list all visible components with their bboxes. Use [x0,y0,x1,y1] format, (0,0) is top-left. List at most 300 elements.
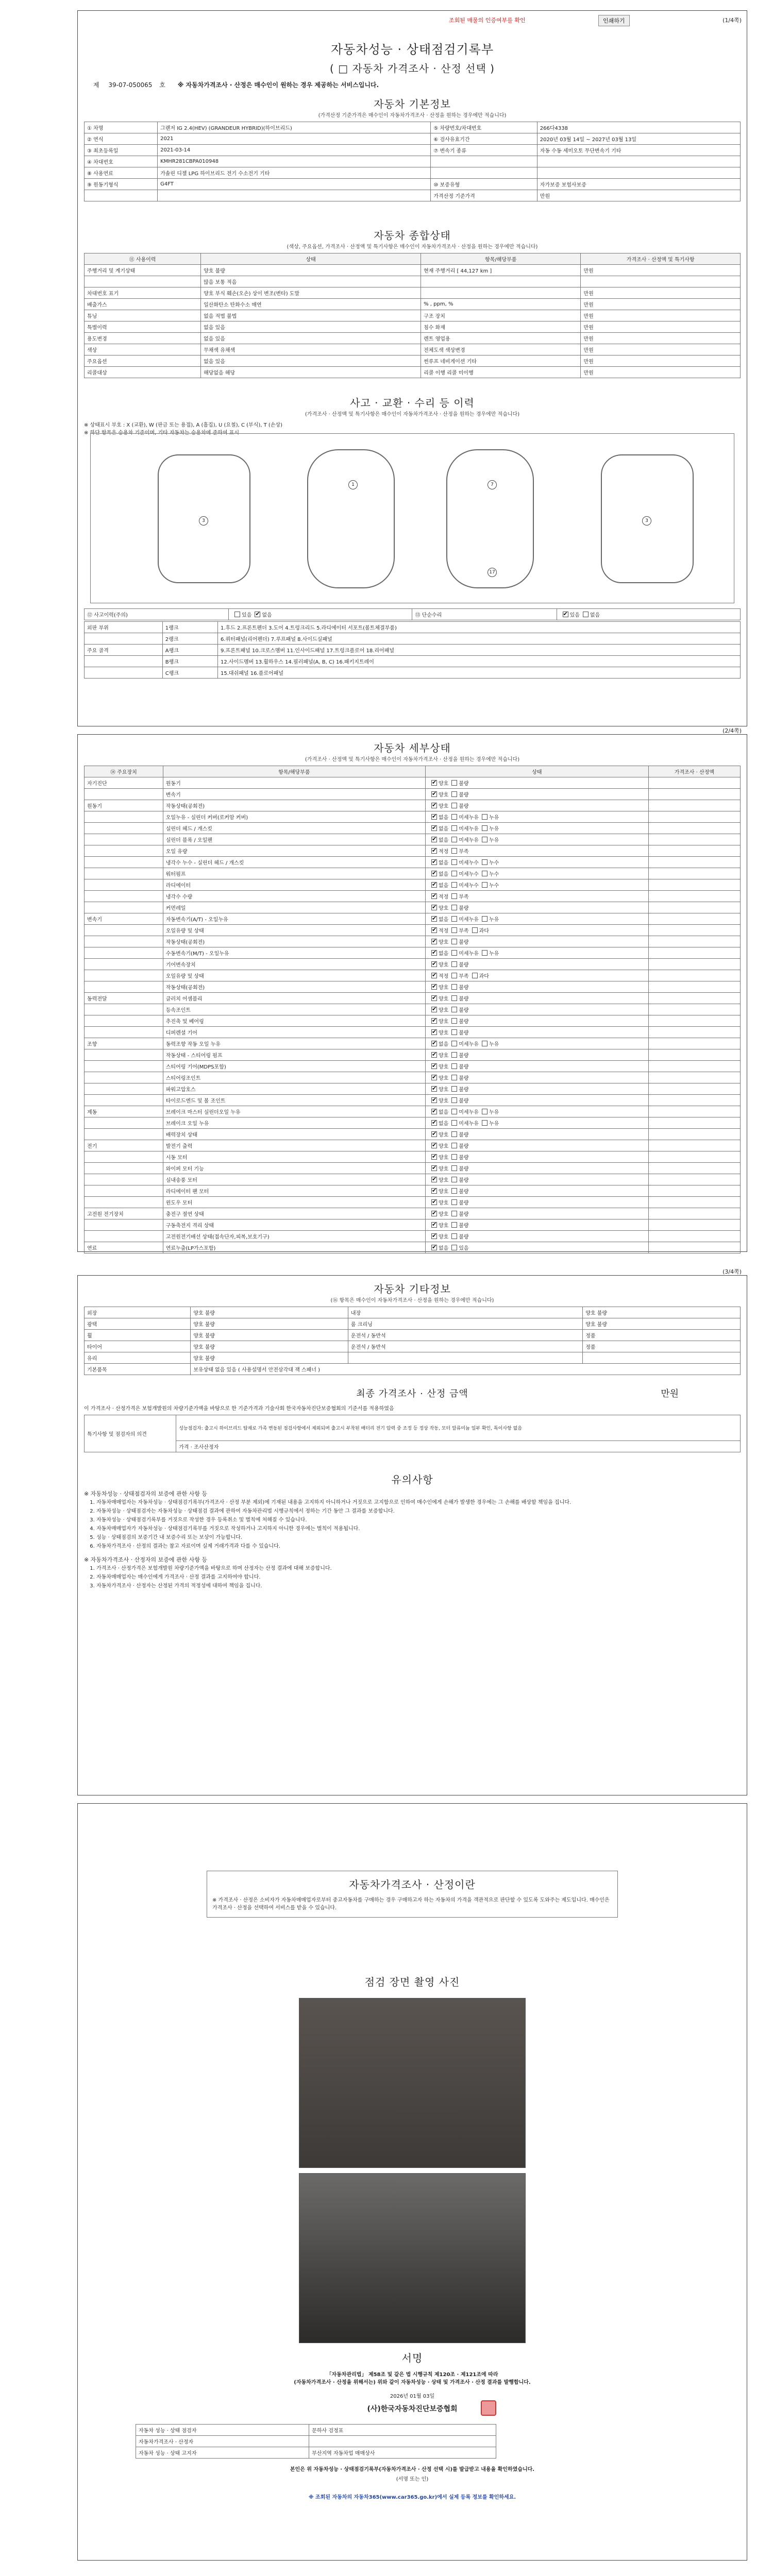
note-item: 3. 자동차성능 · 상태점검기록부를 거짓으로 작성한 경우 등록취소 및 벌칙에 처해질 수 있습니다. [96,1517,741,1524]
status-checkbox[interactable] [482,1041,488,1046]
print-button[interactable]: 인쇄하기 [598,15,630,26]
no-checkbox[interactable] [255,612,260,617]
status-checkbox[interactable] [431,825,437,831]
table-row [85,156,741,167]
item-label: 튜닝 [85,310,201,321]
table-row [85,925,741,936]
table-row [85,789,741,800]
status-checkbox[interactable] [431,1211,437,1216]
table-row [85,310,741,321]
status-checkbox[interactable] [431,950,437,956]
price: 만원 [581,355,741,367]
status-checkbox[interactable] [482,837,488,842]
status-checkbox[interactable] [451,984,457,990]
status-checkbox[interactable] [482,859,488,865]
status: 없음 적법 불법 [201,310,421,321]
detail [421,287,581,299]
detail-sub: (가격조사 · 산정액 및 특기사항은 매수인이 자동차가격조사 · 산정을 원하는 경우에만 적습니다) [305,757,520,762]
detail: 전체도색 색상변경 [421,344,581,355]
status-checkbox[interactable] [451,916,457,922]
status-checkbox[interactable] [451,1165,457,1171]
table-row [85,276,741,287]
certified-notice[interactable]: 조회된 매물의 인증여부를 확인 [449,17,526,24]
status-options: ✔ 양호 불량 [425,1174,648,1185]
table-row [85,1219,741,1231]
price [648,1061,740,1072]
column-header: 상태 [425,766,648,777]
price [648,1083,740,1095]
status-checkbox[interactable] [431,1177,437,1182]
device-group [85,1072,163,1083]
table-row [85,333,741,344]
device-group [85,902,163,913]
device-group: 연료 [85,1242,163,1253]
legend-2: ※ 하단 항목은 승용차 기준이며, 기타 자동차는 승용차에 준하여 표시 [84,430,239,436]
yes-checkbox[interactable] [234,612,240,617]
status-checkbox[interactable] [431,1143,437,1148]
status-checkbox[interactable] [451,1233,457,1239]
status-checkbox[interactable] [451,1086,457,1092]
status-options: ✔ 양호 불량 [425,993,648,1004]
field-label [85,190,158,201]
page-3 [77,1268,747,1795]
field-value: 그랜저 IG 2.4(HEV) (GRANDEUR HYBRID)(하이브리드) [158,122,431,133]
status-options: ✔ 양호 불량 [425,777,648,789]
table-row [85,1242,741,1253]
status-checkbox[interactable] [431,882,437,888]
status-checkbox[interactable] [451,1143,457,1148]
status: 없음 있음 [201,321,421,333]
field-label: ⑤ 차량번호/차대번호 [431,122,537,133]
status-checkbox[interactable] [431,1165,437,1171]
column-header: ⑪ 사용이력 [85,253,201,265]
device-group [85,936,163,947]
status-options: ✔ 양호 불량 [425,1231,648,1242]
field-label: ① 차명 [85,122,158,133]
status-checkbox[interactable] [451,1052,457,1058]
status-checkbox[interactable] [451,1222,457,1228]
status-options: ✔ 없음 미세누유 누유 [425,823,648,834]
table-row [85,179,741,190]
status-checkbox[interactable] [451,973,457,978]
device-group: 전기 [85,1140,163,1151]
part-name: 작동상태 - 스티어링 펌프 [163,1049,425,1061]
other-table [84,1307,741,1375]
device-group: 동력전달 [85,993,163,1004]
table-row [85,823,741,834]
final-price-unit: 만원 [661,1388,679,1399]
device-group: 원동기 [85,800,163,811]
part-name: 스티어링조인트 [163,1072,425,1083]
part-name: 원동기 [163,777,425,789]
price [648,925,740,936]
price [648,970,740,981]
table-row [85,1341,741,1352]
status-options: ✔ 양호 불량 [425,1049,648,1061]
status-checkbox[interactable] [431,1041,437,1046]
part-name: 자동변속기(A/T) - 오일누유 [163,913,425,925]
status-checkbox[interactable] [431,916,437,922]
status-checkbox[interactable] [451,803,457,808]
detail-table [84,766,741,1253]
status-checkbox[interactable] [451,1063,457,1069]
detail: 리콜 이행 리콜 미이행 [421,367,581,378]
table-row [136,2425,496,2436]
signer-role: 자동차가격조사 · 산정자 [136,2436,309,2447]
part-name: 타이로드엔드 및 볼 조인트 [163,1095,425,1106]
basic-items-label: 기본품목 [85,1364,191,1375]
price: 만원 [581,287,741,299]
status-checkbox[interactable] [451,1029,457,1035]
part-name: 작동상태(공회전) [163,936,425,947]
car-top-front [307,449,395,588]
signer-role: 자동차 성능 · 상태 점검자 [136,2425,309,2436]
note-item: 5. 성능 · 상태점검의 보증기간 내 보증수리 또는 보상이 가능합니다. [96,1534,741,1541]
device-group [85,970,163,981]
rank: 1랭크 [162,622,217,633]
status-options: ✔ 양호 불량 [425,800,648,811]
device-group [85,879,163,891]
status-checkbox[interactable] [451,1154,457,1160]
status-checkbox[interactable] [431,1109,437,1114]
status-checkbox[interactable] [431,973,437,978]
status-options: ✔ 양호 불량 [425,936,648,947]
area [85,633,163,645]
status-checkbox[interactable] [451,1199,457,1205]
status-checkbox[interactable] [431,1063,437,1069]
price [648,947,740,959]
part-name: 오일 유량 [163,845,425,857]
parts: 9.프론트패널 10.크로스멤버 11.인사이드패널 17.트렁크플로어 18.리어패널 [217,645,740,656]
no-label: 제 [93,81,99,89]
status-options: ✔ 없음 미세누유 누유 [425,1106,648,1117]
status-checkbox[interactable] [451,1177,457,1182]
no-checkbox-2[interactable] [583,612,589,617]
status-checkbox[interactable] [431,1120,437,1126]
status-checkbox[interactable] [431,905,437,910]
photos-title: 점검 장면 촬영 사진 [364,1976,460,1988]
status-checkbox[interactable] [431,1199,437,1205]
status-checkbox[interactable] [451,859,457,865]
price [648,857,740,868]
status-checkbox[interactable] [451,1131,457,1137]
status-checkbox[interactable] [431,893,437,899]
status-checkbox[interactable] [431,961,437,967]
table-row [85,800,741,811]
item-label: 특별이력 [85,321,201,333]
status-checkbox[interactable] [451,1245,457,1250]
table-row [85,1231,741,1242]
status-checkbox[interactable] [431,848,437,854]
ho-label: 호 [159,81,165,89]
detail: 현재 주행거리 [ 44,127 km ] [421,265,581,276]
status-checkbox[interactable] [431,1222,437,1228]
part-name: 시동 모터 [163,1151,425,1163]
table-row [85,299,741,310]
status-checkbox[interactable] [451,791,457,797]
status-checkbox[interactable] [482,1120,488,1126]
status-checkbox[interactable] [451,1075,457,1080]
status-checkbox[interactable] [451,814,457,820]
part-name: 추진축 및 베어링 [163,1015,425,1027]
summary-table [84,253,741,378]
status-checkbox[interactable] [431,1097,437,1103]
status-checkbox[interactable] [451,871,457,876]
status-checkbox[interactable] [482,950,488,956]
price [648,868,740,879]
opinion-label: 특기사항 및 점검자의 의견 [85,1415,176,1452]
table-row [85,1174,741,1185]
part-name: 오일유량 및 상태 [163,970,425,981]
field-value: 만원 [537,190,740,201]
status-checkbox[interactable] [431,927,437,933]
status: 양호 불량 [191,1330,348,1341]
yes-checkbox-2[interactable] [563,612,568,617]
status-checkbox[interactable] [451,837,457,842]
status-checkbox[interactable] [431,1029,437,1035]
part-name: 변속기 [163,789,425,800]
detail: 침수 화재 [421,321,581,333]
column-header: ⑭ 주요장치 [85,766,163,777]
column-header: 항목/해당부품 [421,253,581,265]
status-checkbox[interactable] [451,961,457,967]
page-number-3: (3/4쪽) [722,1268,742,1275]
status-checkbox[interactable] [451,1188,457,1194]
status-checkbox[interactable] [451,995,457,1001]
table-row [85,1072,741,1083]
status-checkbox[interactable] [431,791,437,797]
status-checkbox[interactable] [431,995,437,1001]
status-options: ✔ 없음 미세누유 누유 [425,1117,648,1129]
field-value: 2021 [158,133,431,145]
item: 휠 [85,1330,191,1341]
legend-1: ※ 상태표시 부호 : X (교환), W (판금 또는 용접), A (흠집), U (요철), C (부식), T (손상) [84,422,283,428]
table-row [85,167,741,179]
field-value: 266다4338 [537,122,740,133]
status-options: ✔ 없음 미세누수 누수 [425,857,648,868]
doc-title: 자동차성능 · 상태점검기록부 [330,42,494,57]
note-item: 2. 자동차매매업자는 매수인에게 가격조사 · 산정 결과를 고지하여야 합니다. [96,1574,741,1581]
price [648,777,740,789]
doc-subtitle: ( □ 자동차 가격조사 · 산정 선택 ) [330,62,495,75]
status: 양호 불량 [583,1307,741,1318]
status: 양호 부식 훼손(오손) 상이 변조(변타) 도말 [201,287,421,299]
status-checkbox[interactable] [431,1154,437,1160]
status-checkbox[interactable] [482,916,488,922]
part-name: 등속조인트 [163,1004,425,1015]
status-checkbox[interactable] [451,780,457,786]
table-row [85,145,741,156]
table-row [85,1129,741,1140]
status-checkbox[interactable] [472,973,478,978]
page-4 [77,1803,747,2561]
part-name: 실린더 블록 / 오일팬 [163,834,425,845]
table-row [85,1038,741,1049]
doc-number: 39-07-050065 [108,81,153,89]
device-group: 자기진단 [85,777,163,789]
status-options: ✔ 적정 부족 과다 [425,925,648,936]
status-checkbox[interactable] [451,1097,457,1103]
status-checkbox[interactable] [431,984,437,990]
part-name: 라디에이터 팬 모터 [163,1185,425,1197]
summary-title: 자동차 종합상태 [374,229,451,242]
accident-title: 사고 · 교환 · 수리 등 이력 [350,397,475,409]
basic-info-sub: (가격산정 기준가격은 매수인이 자동차가격조사 · 산정을 원하는 경우에만 적습니다) [318,113,507,118]
opinion-text: 성능점검자: 출고시 하이브리드 탑재로 가족 변동된 점검사항에서 제외되며 출고시 부착된 배터리 전기 압력 중 조정 등 정상 작동, 모터 알류미늄 일부 확인, 특이사항 없음 [176,1415,741,1441]
status-checkbox[interactable] [431,939,437,944]
status-checkbox[interactable] [431,871,437,876]
note-item: 2. 자동차성능 · 상태점검자는 자동차성능 · 상태점검 결과에 관하여 자동차관리법 시행규칙에서 정하는 기간 동안 그 결과를 보증합니다. [96,1508,741,1515]
basic-info-title: 자동차 기본정보 [374,98,451,110]
field-label [431,156,537,167]
official-seal [481,2400,496,2416]
status-checkbox[interactable] [431,1018,437,1024]
table-row [85,879,741,891]
status-checkbox[interactable] [431,1188,437,1194]
field-label: 가격산정 기준가격 [431,190,537,201]
status-checkbox[interactable] [451,848,457,854]
table-row [85,777,741,789]
status-checkbox[interactable] [451,882,457,888]
other-sub: (⑯ 항목은 매수인이 자동차가격조사 · 산정을 원하는 경우에만 적습니다) [330,1298,494,1303]
parts: 12.사이드멤버 13.휠하우스 14.필러패널(A, B, C) 16.패키지트레이 [217,656,740,667]
device-group [85,1061,163,1072]
part-marker: 7 [488,480,497,489]
field-value: 자동 수동 세미오토 무단변속기 기타 [537,145,740,156]
status-checkbox[interactable] [451,1109,457,1114]
table-row [85,981,741,993]
status-options: ✔ 양호 불량 [425,1219,648,1231]
status-options: ✔ 양호 불량 [425,1015,648,1027]
page-number-2: (2/4쪽) [722,727,742,734]
status-checkbox[interactable] [451,939,457,944]
part-name: 냉각수 누수 - 실린더 헤드 / 개스킷 [163,857,425,868]
table-row [85,970,741,981]
note-item: 1. 자동차매매업자는 자동차성능 · 상태점검기록부(가격조사 · 산정 부분 제외)에 기재된 내용을 고지하지 아니하거나 거짓으로 고지함으로 인하여 매수인에게 손해가 발생한 경우에는 그 손해를 배상할 책임을 집니다. [96,1499,741,1506]
status-checkbox[interactable] [431,859,437,865]
status-checkbox[interactable] [431,803,437,808]
status-options: ✔ 양호 불량 [425,1072,648,1083]
rank: A랭크 [162,645,217,656]
status-options: ✔ 양호 불량 [425,1095,648,1106]
status-checkbox[interactable] [451,927,457,933]
status-checkbox[interactable] [482,1109,488,1114]
status-checkbox[interactable] [482,825,488,831]
status-checkbox[interactable] [451,905,457,910]
status-checkbox[interactable] [431,1233,437,1239]
status-options: ✔ 양호 불량 [425,789,648,800]
item: 내장 [348,1307,582,1318]
table-row [85,1004,741,1015]
price: 만원 [581,310,741,321]
price [648,811,740,823]
footer-link[interactable]: ※ 조회된 자동차의 자동차365(www.car365.go.kr)에서 실제 등록 정보를 확인하세요. [308,2495,516,2500]
price [648,1049,740,1061]
column-header: 항목/해당부품 [163,766,425,777]
table-row [85,1027,741,1038]
device-group [85,1117,163,1129]
table-row [85,936,741,947]
note-item: 6. 자동차가격조사 · 산정의 결과는 참고 자료이며 실제 거래가격과 다를 수 있습니다. [96,1543,741,1550]
area: 주요 골격 [85,645,163,656]
sign-law-2: (자동차가격조사 · 산정을 위해서는) 위와 같이 자동차성능 · 상태 및 가격조사 · 산정 결과를 발행합니다. [294,2380,531,2385]
status-checkbox[interactable] [482,871,488,876]
status-options: ✔ 없음 있음 [425,1242,648,1253]
field-label: ④ 차대번호 [85,156,158,167]
status-checkbox[interactable] [431,837,437,842]
detail: 렌트 영업용 [421,333,581,344]
status-checkbox[interactable] [451,825,457,831]
status-checkbox[interactable] [451,950,457,956]
status-checkbox[interactable] [431,814,437,820]
part-name: 기어변속장치 [163,959,425,970]
part-name: 냉각수 수량 [163,891,425,902]
status-checkbox[interactable] [482,814,488,820]
item-label: 주행거리 및 계기상태 [85,265,201,276]
price [648,1038,740,1049]
price [648,1027,740,1038]
device-group [85,925,163,936]
status: 없음 있음 [201,355,421,367]
status-checkbox[interactable] [482,882,488,888]
area [85,656,163,667]
table-row [85,834,741,845]
status-options: ✔ 양호 불량 [425,1185,648,1197]
table-row [85,1163,741,1174]
table-row [85,367,741,378]
status-checkbox[interactable] [451,1018,457,1024]
notes-head-1: ※ 자동차성능 · 상태점검자의 보증에 관한 사항 등 [84,1490,208,1497]
table-row [85,993,741,1004]
pricer-label: 가격 · 조사산정자 [176,1441,741,1452]
page-1 [77,10,747,726]
status-options: ✔ 없음 미세누유 누유 [425,834,648,845]
status-checkbox[interactable] [472,927,478,933]
status-checkbox[interactable] [431,1086,437,1092]
status-checkbox[interactable] [451,1120,457,1126]
status-checkbox[interactable] [451,1041,457,1046]
table-row [85,1083,741,1095]
sign-company: (사)한국자동차진단보증협회 [367,2405,458,2413]
part-name: 라디에이터 [163,879,425,891]
device-group [85,1083,163,1095]
status-checkbox[interactable] [431,1075,437,1080]
table-row [85,133,741,145]
table-row [136,2447,496,2459]
part-name: 수동변속기(M/T) - 오일누유 [163,947,425,959]
field-label [431,167,537,179]
status-checkbox[interactable] [431,780,437,786]
status-checkbox[interactable] [451,1007,457,1012]
item: 운전석 / 동반석 [348,1341,582,1352]
price [648,1231,740,1242]
status-checkbox[interactable] [451,1211,457,1216]
table-row [85,1352,741,1364]
part-name: 워터펌프 [163,868,425,879]
status-checkbox[interactable] [431,1052,437,1058]
service-note: ※ 자동차가격조사 · 산정은 매수인이 원하는 경우 제공하는 서비스입니다. [177,81,379,89]
status-checkbox[interactable] [431,1131,437,1137]
status-checkbox[interactable] [451,893,457,899]
status-checkbox[interactable] [431,1007,437,1012]
sign-title: 서명 [401,2352,423,2364]
table-row [85,902,741,913]
field-value [158,190,431,201]
item: 유리 [85,1352,191,1364]
inspection-photo-lift [299,2173,526,2343]
status-checkbox[interactable] [431,1245,437,1250]
item: 운전석 / 동반석 [348,1330,582,1341]
